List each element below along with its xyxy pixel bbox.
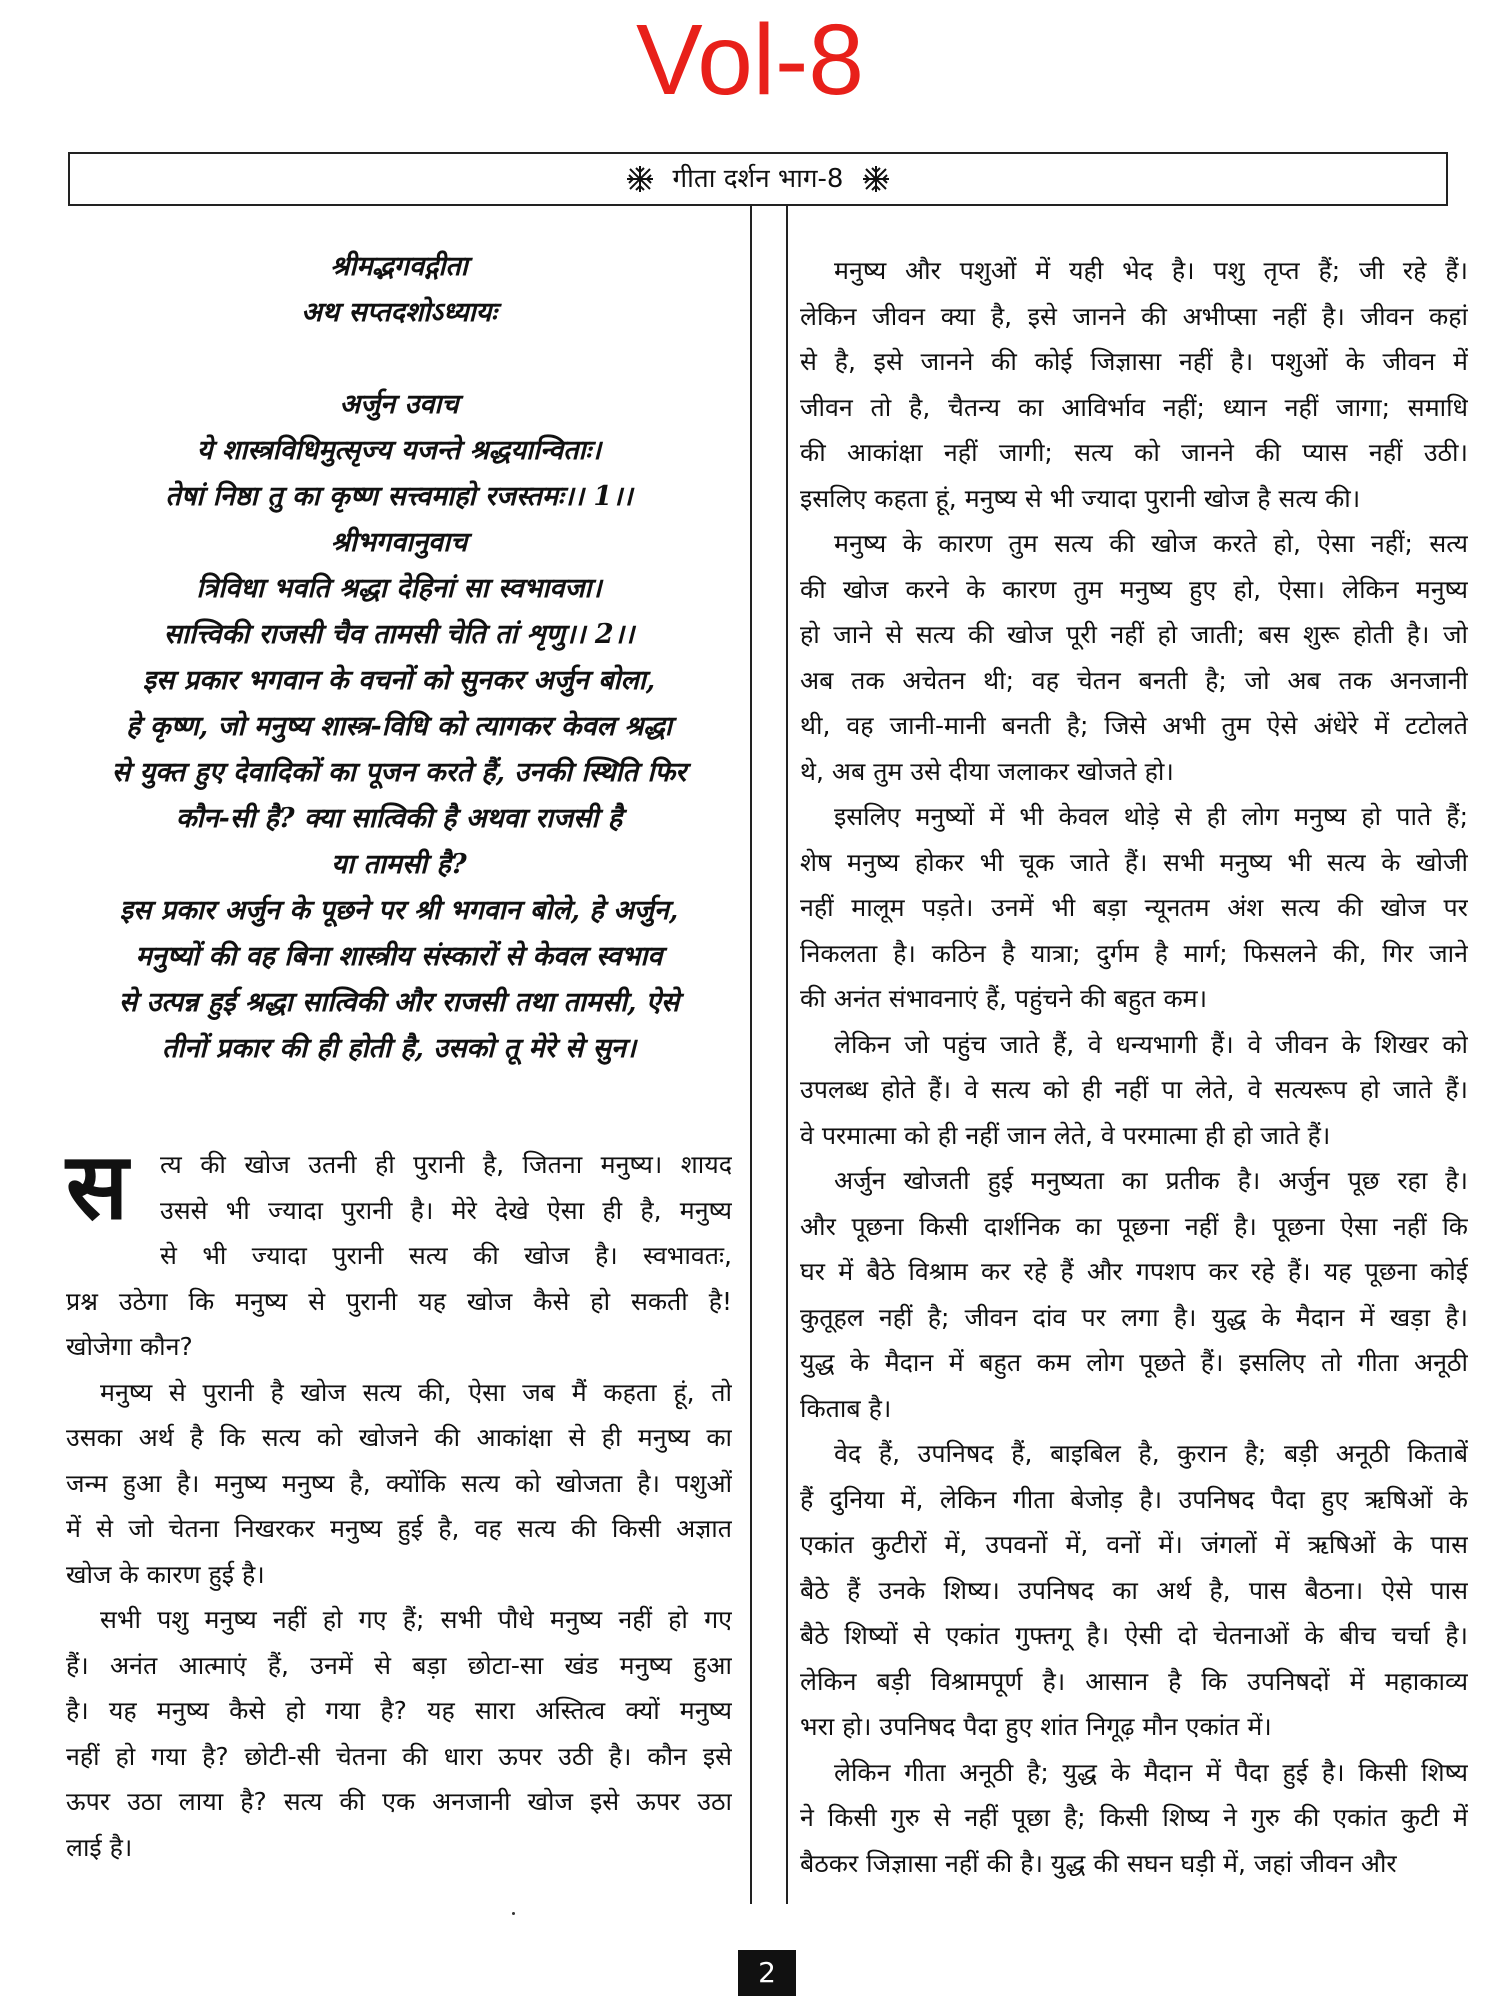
text-line: और पूछना किसी दार्शनिक का पूछना नहीं है। पूछना ऐसा नहीं कि [800, 1211, 1468, 1241]
verse-line: तेषां निष्ठा तु का कृष्ण सत्त्वमाहो रजस्तमः।। 1।। [165, 481, 633, 512]
text-line: मनुष्य के कारण तुम सत्य की खोज करते हो, ऐसा नहीं; सत्य [834, 529, 1468, 558]
text-line: इसलिए कहता हूं, मनुष्य से भी ज्यादा पुरानी खोज है सत्य की। [800, 483, 1361, 513]
right-column [800, 248, 1468, 1886]
text-line: निकलता है। कठिन है यात्रा; दुर्गम है मार्ग; फिसलने की, गिर जाने [800, 938, 1468, 968]
verse-line: या तामसी है? [331, 849, 467, 880]
text-line: खोजेगा कौन? [66, 1332, 193, 1361]
paragraph [800, 1158, 1468, 1431]
text-line: शेष मनुष्य होकर भी चूक जाते हैं। सभी मनुष्य भी सत्य के खोजी [800, 847, 1468, 877]
paragraph [66, 1132, 732, 1370]
text-line: लाई है। [66, 1832, 133, 1862]
text-line: एकांत कुटीरों में, उपवनों में, वनों में। जंगलों में ऋषिओं के पास [800, 1530, 1468, 1559]
text-line: इसलिए मनुष्यों में भी केवल थोड़े से ही लोग मनुष्य हो पाते हैं; [834, 802, 1468, 831]
volume-label: Vol-8 [636, 4, 864, 116]
page-number: 2 [738, 1950, 796, 1996]
text-line: घर में बैठे विश्राम कर रहे हैं और गपशप कर रहे हैं। यह पूछना कोई [800, 1257, 1468, 1286]
verse-line: अथ सप्तदशोऽध्यायः [301, 297, 497, 328]
verse-block [66, 244, 732, 1072]
paragraph [800, 794, 1468, 1022]
snowflake-ornament-icon [625, 164, 655, 194]
text-line: वे परमात्मा को ही नहीं जान लेते, वे परमात्मा ही हो जाते हैं। [800, 1120, 1331, 1150]
text-line: वेद हैं, उपनिषद हैं, बाइबिल है, कुरान है; बड़ी अनूठी किताबें [834, 1439, 1468, 1468]
text-line: में से जो चेतना निखरकर मनुष्य हुई है, वह सत्य की किसी अज्ञात [66, 1514, 732, 1543]
text-line: से है, इसे जानने की कोई जिज्ञासा नहीं है। पशुओं के जीवन में [800, 347, 1468, 376]
text-line: जीवन तो है, चैतन्य का आविर्भाव नहीं; ध्यान नहीं जागा; समाधि [800, 392, 1468, 422]
text-line: जन्म हुआ है। मनुष्य मनुष्य है, क्योंकि सत्य को खोजता है। पशुओं [66, 1468, 732, 1498]
left-body-text [66, 1132, 732, 1870]
text-line: नहीं मालूम पड़ते। उनमें भी बड़ा न्यूनतम अंश सत्य की खोज पर [800, 893, 1468, 922]
verse-line: कौन-सी है? क्या सात्विकी है अथवा राजसी है [175, 803, 623, 834]
column-rule-left [750, 204, 752, 1904]
text-line: थे, अब तुम उसे दीया जलाकर खोजते हो। [800, 756, 1174, 786]
text-line: अर्जुन खोजती हुई मनुष्यता का प्रतीक है। अर्जुन पूछ रहा है। [834, 1166, 1468, 1195]
snowflake-ornament-icon [861, 164, 891, 194]
text-line: त्य की खोज उतनी ही पुरानी है, जितना मनुष्य। शायद [160, 1150, 732, 1179]
running-header [68, 152, 1448, 206]
text-line: हो जाने से सत्य की खोज पूरी नहीं हो जाती; बस शुरू होती है। जो [800, 620, 1468, 649]
text-line: लेकिन गीता अनूठी है; युद्ध के मैदान में पैदा हुई है। किसी शिष्य [834, 1757, 1468, 1787]
text-line: मनुष्य से पुरानी है खोज सत्य की, ऐसा जब मैं कहता हूं, तो [100, 1377, 732, 1407]
verse-line: से उत्पन्न हुई श्रद्धा सात्विकी और राजसी तथा तामसी, ऐसे [118, 987, 680, 1018]
verse-line: इस प्रकार भगवान के वचनों को सुनकर अर्जुन बोला, [142, 665, 656, 696]
text-line: उपलब्ध होते हैं। वे सत्य को ही नहीं पा लेते, वे सत्यरूप हो जाते हैं। [800, 1075, 1468, 1104]
text-line: खोज के कारण हुई है। [66, 1559, 265, 1589]
stray-dot [512, 1912, 515, 1915]
verse-line: मनुष्यों की वह बिना शास्त्रीय संस्कारों से केवल स्वभाव [135, 941, 663, 972]
paragraph [800, 1022, 1468, 1159]
text-line: ने किसी गुरु से नहीं पूछा है; किसी शिष्य ने गुरु की एकांत कुटी में [800, 1803, 1468, 1832]
text-line: लेकिन बड़ी विश्रामपूर्ण है। आसान है कि उपनिषदों में महाकाव्य [800, 1666, 1468, 1696]
text-line: की अनंत संभावनाएं हैं, पहुंचने की बहुत कम। [800, 984, 1208, 1013]
text-line: से भी ज्यादा पुरानी सत्य की खोज है। स्वभावतः, [160, 1241, 732, 1270]
verse-line: इस प्रकार अर्जुन के पूछने पर श्री भगवान बोले, हे अर्जुन, [119, 895, 679, 926]
text-line: हैं। अनंत आत्माएं हैं, उनमें से बड़ा छोटा-सा खंड मनुष्य हुआ [66, 1650, 732, 1680]
verse-line: तीनों प्रकार की ही होती है, उसको तू मेरे से सुन। [161, 1033, 637, 1064]
text-line: कुतूहल नहीं है; जीवन दांव पर लगा है। युद्ध के मैदान में खड़ा है। [800, 1302, 1468, 1332]
verse-line: अर्जुन उवाच [339, 389, 459, 420]
text-line: अब तक अचेतन थी; वह चेतन बनती है; जो अब तक अनजानी [800, 665, 1468, 695]
text-line: बैठे हैं उनके शिष्य। उपनिषद का अर्थ है, पास बैठना। ऐसे पास [800, 1575, 1468, 1605]
paragraph [800, 1431, 1468, 1750]
paragraph [800, 521, 1468, 794]
text-line: किताब है। [800, 1393, 892, 1423]
verse-line: से युक्त हुए देवादिकों का पूजन करते हैं, उनकी स्थिति फिर [111, 757, 687, 788]
left-column [66, 244, 732, 1870]
verse-line: श्रीमद्भगवद्गीता [330, 251, 468, 282]
text-line: भरा हो। उपनिषद पैदा हुए शांत निगूढ़ मौन एकांत में। [800, 1712, 1272, 1741]
text-line: प्रश्न उठेगा कि मनुष्य से पुरानी यह खोज कैसे हो सकती है! [66, 1286, 732, 1316]
text-line: लेकिन जो पहुंच जाते हैं, वे धन्यभागी हैं। वे जीवन के शिखर को [834, 1029, 1468, 1059]
text-line: सभी पशु मनुष्य नहीं हो गए हैं; सभी पौधे मनुष्य नहीं हो गए [100, 1605, 732, 1634]
column-rule-right [786, 204, 788, 1904]
verse-line: त्रिविधा भवति श्रद्धा देहिनां सा स्वभावजा। [196, 573, 602, 604]
verse-line: सात्त्विकी राजसी चैव तामसी चेति तां शृणु।। 2।। [163, 619, 635, 650]
verse-line [66, 336, 732, 382]
paragraph [800, 248, 1468, 521]
text-line: हैं दुनिया में, लेकिन गीता बेजोड़ है। उपनिषद पैदा हुए ऋषिओं के [800, 1484, 1468, 1514]
text-line: बैठे शिष्यों से एकांत गुफ्तगू है। ऐसी दो चेतनाओं के बीच चर्चा है। [800, 1621, 1468, 1650]
text-line: लेकिन जीवन क्या है, इसे जानने की अभीप्सा नहीं है। जीवन कहां [800, 301, 1468, 331]
text-line: की आकांक्षा नहीं जागी; सत्य को जानने की प्यास नहीं उठी। [800, 438, 1468, 467]
text-line: युद्ध के मैदान में बहुत कम लोग पूछते हैं। इसलिए तो गीता अनूठी [800, 1348, 1468, 1377]
text-line: उससे भी ज्यादा पुरानी है। मेरे देखे ऐसा ही है, मनुष्य [160, 1195, 732, 1225]
text-line: है। यह मनुष्य कैसे हो गया है? यह सारा अस्तित्व क्यों मनुष्य [66, 1696, 732, 1725]
text-line: नहीं हो गया है? छोटी-सी चेतना की धारा ऊपर उठी है। कौन इसे [66, 1741, 732, 1771]
text-line: ऊपर उठा लाया है? सत्य की एक अनजानी खोज इसे ऊपर उठा [66, 1787, 732, 1816]
right-body-text [800, 248, 1468, 1886]
text-line: की खोज करने के कारण तुम मनुष्य हुए हो, ऐसा। लेकिन मनुष्य [800, 574, 1468, 604]
text-line: उसका अर्थ है कि सत्य को खोजने की आकांक्षा से ही मनुष्य का [66, 1423, 732, 1452]
text-line: मनुष्य और पशुओं में यही भेद है। पशु तृप्त हैं; जी रहे हैं। [834, 256, 1468, 285]
paragraph [66, 1597, 732, 1870]
text-line: थी, वह जानी-मानी बनती है; जिसे अभी तुम ऐसे अंधेरे में टटोलते [800, 711, 1468, 740]
running-header-title: गीता दर्शन भाग-8 [672, 164, 844, 194]
text-line: बैठकर जिज्ञासा नहीं की है। युद्ध की सघन घड़ी में, जहां जीवन और [800, 1848, 1397, 1878]
paragraph [800, 1750, 1468, 1887]
verse-line: श्रीभगवानुवाच [330, 527, 468, 558]
drop-cap: स [66, 1132, 129, 1240]
verse-line: हे कृष्ण, जो मनुष्य शास्त्र-विधि को त्यागकर केवल श्रद्धा [126, 711, 672, 742]
paragraph [66, 1370, 732, 1598]
verse-line: ये शास्त्रविधिमुत्सृज्य यजन्ते श्रद्धयान्विताः। [196, 435, 602, 466]
